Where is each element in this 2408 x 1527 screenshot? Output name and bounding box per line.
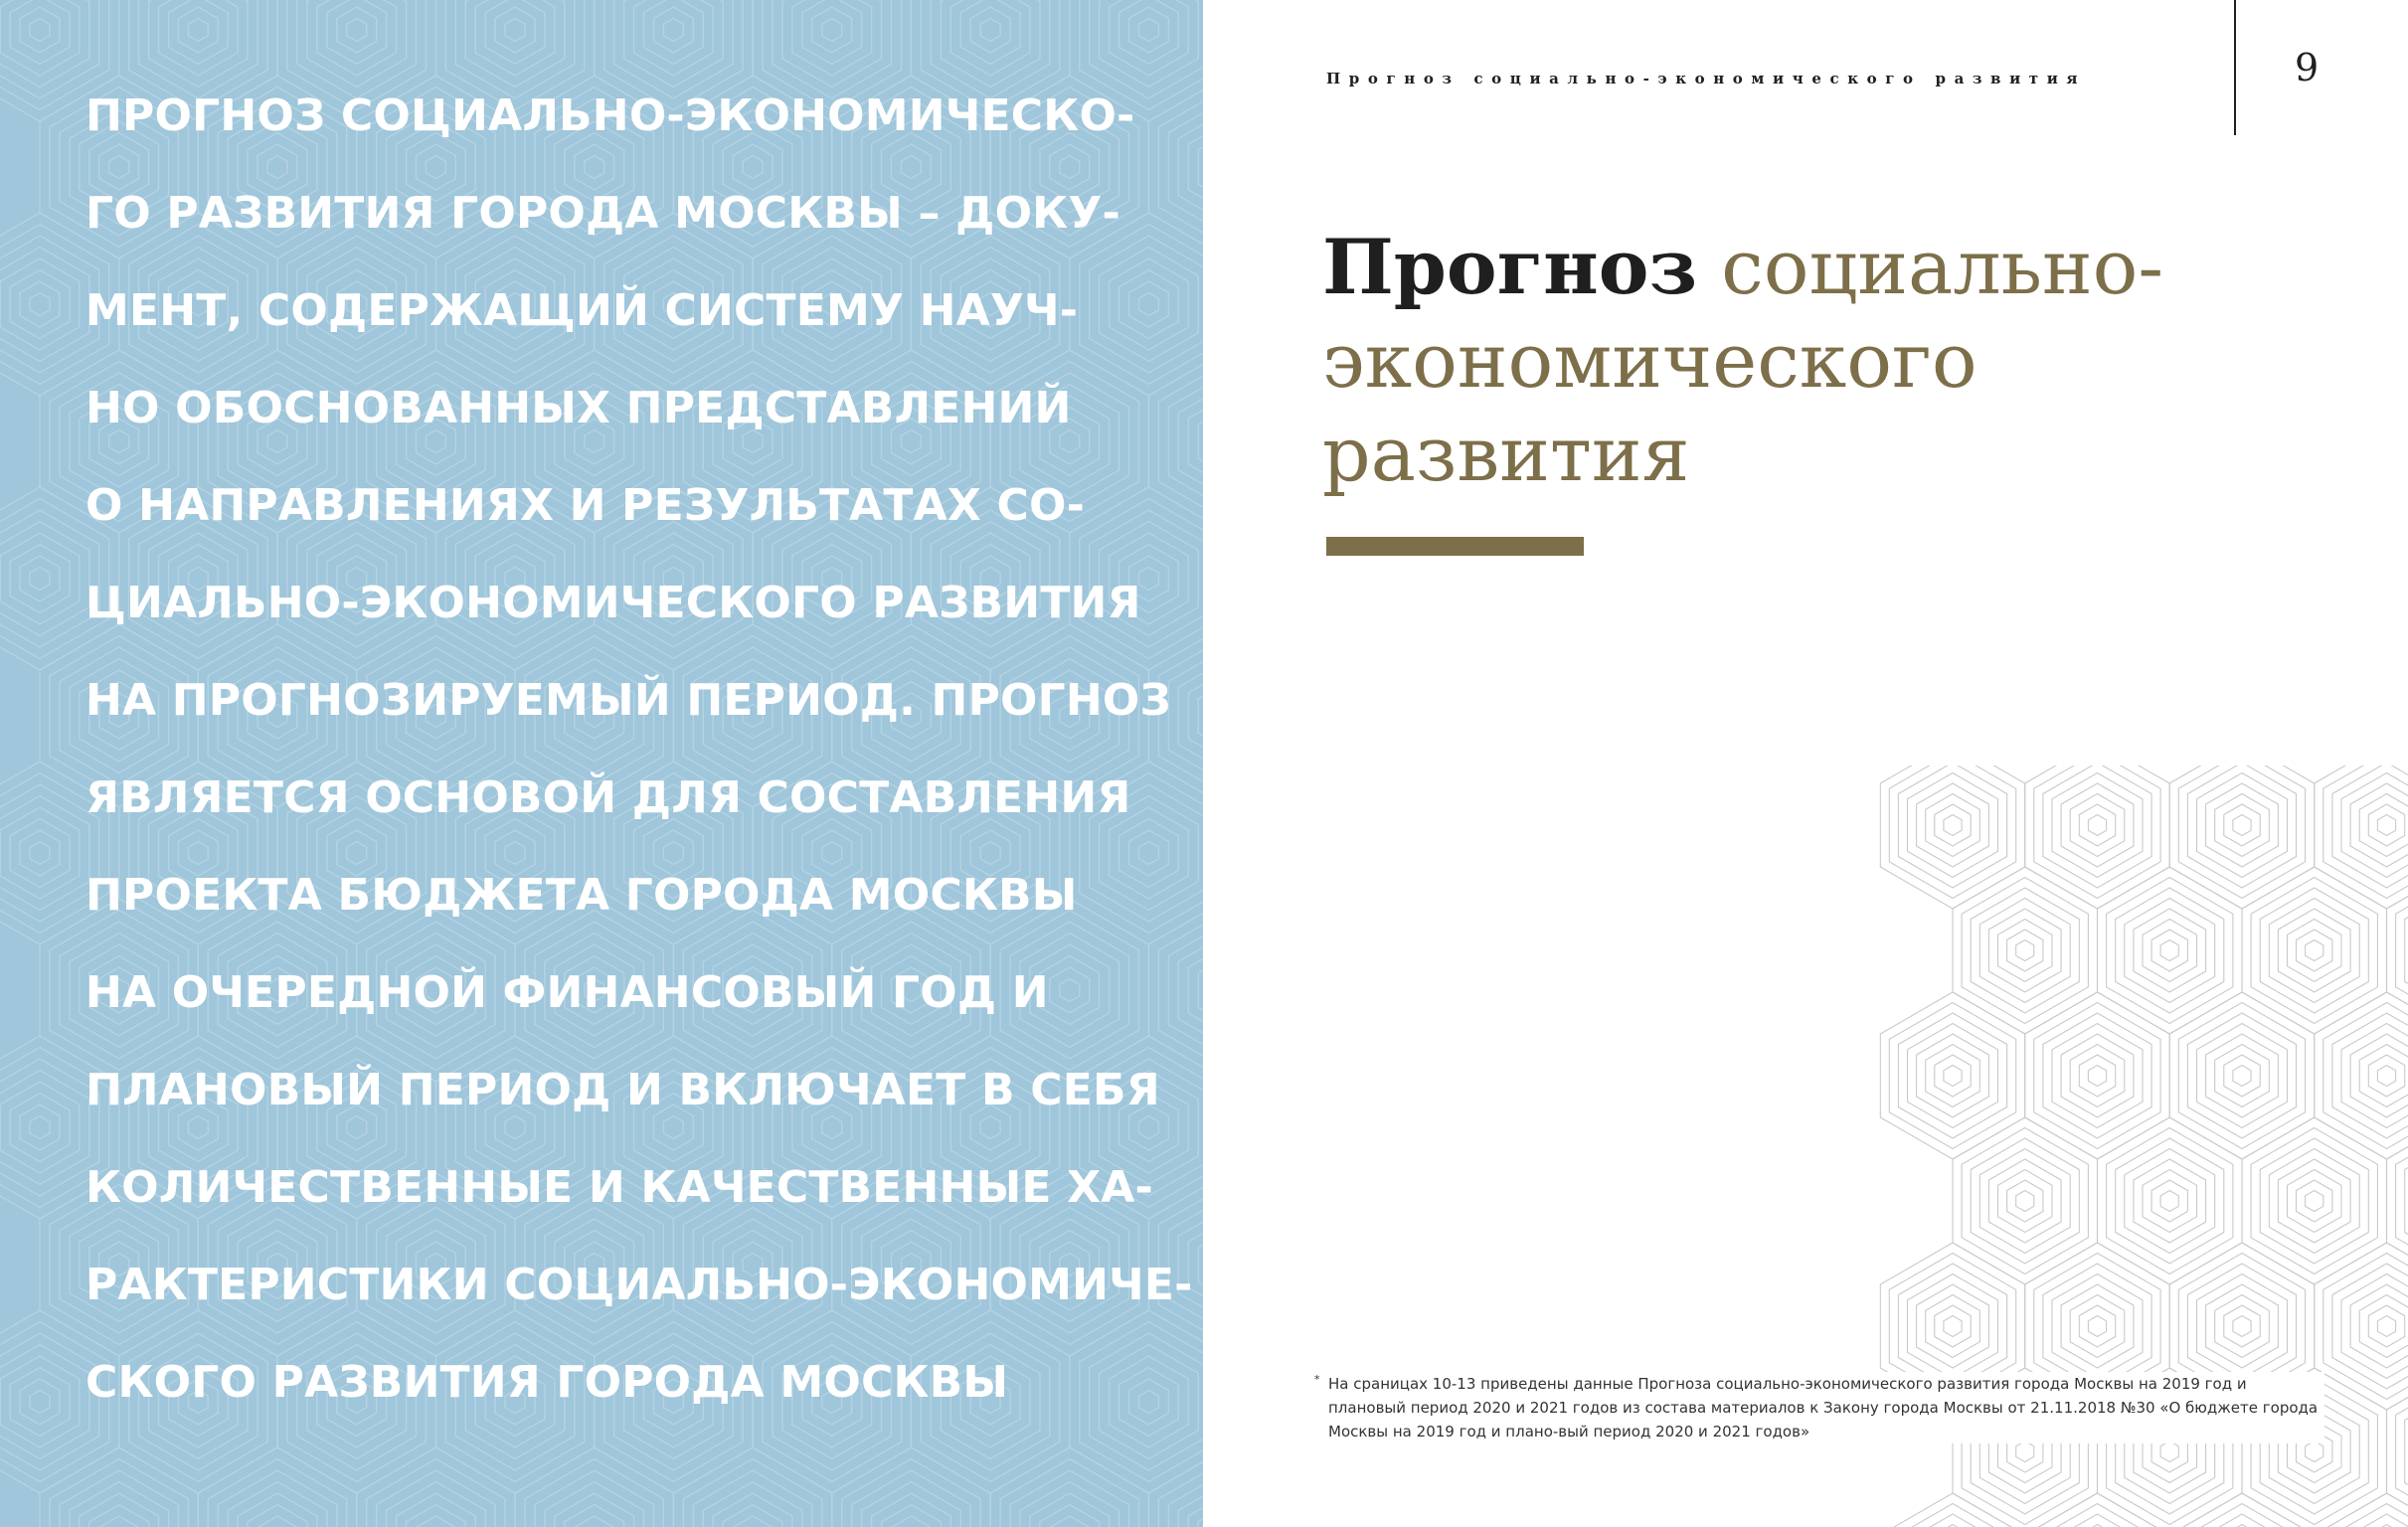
hexagon-ring [2315,1493,2408,1527]
hexagon-ring [2377,1066,2395,1087]
hexagon-ring [2116,888,2224,1013]
hexagon-ring [2197,1274,2288,1379]
hexagon-ring [2341,1274,2408,1379]
hexagon-ring [2377,815,2395,836]
hexagon-ring [2098,867,2243,1034]
hexagon-ring [2187,1264,2296,1389]
hexagon-ring [30,1116,50,1139]
hexagon-ring [2079,1305,2115,1347]
header-divider [2234,0,2236,135]
hexagon-ring [2206,1284,2279,1368]
hexagon-ring [2125,1149,2215,1254]
hexagon-ring [2233,815,2251,836]
hexagon-ring [377,1470,496,1527]
hexagon-ring [2107,1128,2233,1274]
hexagon-ring [2215,1295,2270,1358]
hexagon-ring [2368,804,2404,846]
hexagon-ring [2278,909,2350,992]
hexagon-ring [0,796,89,911]
hexagon-ring [2160,1191,2178,1212]
hexagon-ring [505,19,525,42]
hexagon-ring [1889,765,2015,899]
hexagon-ring [1889,1003,2015,1149]
hexagon-ring [465,0,565,87]
hexagon-ring [188,19,208,42]
hexagon-ring [1944,815,1962,836]
hexagon-ring [10,819,70,888]
hexagon-ring [30,842,50,865]
hexagon-ring [960,0,1020,65]
hexagon-ring [2197,773,2288,878]
hexagon-ring [2116,1138,2224,1264]
hexagon-ring [2134,909,2206,992]
hexagon-ring [0,522,89,636]
hexagon-ring [1988,1159,2061,1243]
hexagon-ring [2278,1159,2350,1243]
hexagon-ring [1998,920,2053,982]
hexagon-ring [693,1470,812,1527]
hexagon-ring [2297,1180,2332,1222]
hexagon-ring [2306,1442,2323,1462]
hexagon-ring [30,1391,50,1414]
hexagon-ring [1944,1066,1962,1087]
hexagon-ring [2224,1055,2260,1097]
hexagon-ring [2251,878,2377,1024]
hexagon-ring [20,556,60,601]
hexagon-ring [0,0,89,87]
hexagon-ring [2061,783,2134,867]
hexagon-ring [2323,1504,2408,1527]
hexagon-ring [1158,1459,1203,1527]
hexagon-ring [0,1345,89,1459]
hexagon-ring [327,0,387,65]
hexagon-ring [495,7,535,53]
hexagon-ring [1880,1493,2024,1527]
hexagon-ring [60,1470,178,1527]
hexagon-ring [337,7,377,53]
hexagon-ring [2288,1170,2342,1233]
lead-line: ПЛАНОВЫЙ ПЕРИОД И ВКЛЮЧАЕТ В СЕБЯ [86,1065,1160,1115]
hexagon-ring [2034,1504,2160,1527]
hexagon-ring [258,1516,297,1527]
hexagon-ring [2260,1138,2368,1264]
hexagon-ring [782,0,882,87]
title-line-1-rest: социально- [1721,223,2164,311]
hexagon-ring [2016,940,2034,961]
hexagon-ring [1198,408,1203,476]
title-underline-bar [1326,537,1584,556]
hexagon-ring [1935,804,1971,846]
hexagon-ring [1178,1482,1203,1527]
hexagon-ring [20,281,60,327]
hexagon-ring [2332,1013,2408,1138]
hexagon-ring [1979,1149,2070,1254]
hexagon-ring [0,1356,80,1447]
hexagon-ring [1908,1274,1998,1379]
hexagon-ring [2306,940,2323,961]
hexagon-ring [0,1082,80,1173]
hexagon-ring [2160,940,2178,961]
hexagon-ring [2178,1504,2305,1527]
hexagon-ring [2206,783,2279,867]
hexagon-ring [1953,867,2098,1034]
hexagon-ring [2297,930,2332,971]
lead-line: ЦИАЛЬНО-ЭКОНОМИЧЕСКОГО РАЗВИТИЯ [86,578,1141,628]
hexagon-ring [2215,1045,2270,1107]
hexagon-ring [1908,773,1998,878]
hexagon-ring [1979,899,2070,1003]
hexagon-ring [1188,944,1203,1036]
hexagon-ring [2151,1180,2187,1222]
hexagon-ring [2288,920,2342,982]
hexagon-ring [1962,878,2088,1024]
hexagon-ring [20,1379,60,1425]
hexagon-ring [0,1071,89,1185]
hexagon-ring [1971,888,2079,1013]
lead-line: ПРОЕКТА БЮДЖЕТА ГОРОДА МОСКВЫ [86,870,1078,921]
hexagon-ring [2088,1066,2106,1087]
hexagon-ring [2052,1024,2143,1128]
hexagon-ring [852,1470,971,1527]
hexagon-ring [2359,794,2408,857]
hexagon-ring [149,0,249,87]
hexagon-ring [417,1516,456,1527]
hexagon-ring [30,293,50,316]
hexagon-ring [1998,1170,2053,1233]
hexagon-ring [2143,920,2197,982]
hexagon-ring [1898,1264,2006,1389]
hexagon-ring [1188,1493,1203,1527]
hexagon-ring [1917,1034,1989,1117]
hexagon-ring [2215,794,2270,857]
hexagon-ring [1178,659,1203,773]
hexagon-ring [941,0,1040,87]
hexagon-ring [2197,1024,2288,1128]
hexagon-ring [2125,899,2215,1003]
hexagon-ring [20,7,60,53]
hexagon-ring [2315,765,2408,909]
hexagon-ring [347,19,367,42]
hexagon-ring [2016,1191,2034,1212]
hexagon-ring [10,1368,70,1437]
hexagon-ring [1926,794,1980,857]
hexagon-ring [2088,815,2106,836]
hexagon-ring [2070,1295,2125,1358]
section-title [1322,221,2197,501]
hexagon-ring [2377,1316,2395,1337]
footnote [1314,1372,2324,1443]
hexagon-ring [2242,867,2387,1034]
hexagon-ring [2169,1493,2315,1527]
hexagon-ring [1880,992,2024,1159]
hexagon-ring [2016,1442,2034,1462]
hexagon-ring [2359,1045,2408,1107]
hexagon-ring [2098,1117,2243,1284]
lead-line: СКОГО РАЗВИТИЯ ГОРОДА МОСКВЫ [86,1357,1009,1408]
hexagon-ring [10,1094,70,1162]
hexagon-ring [2043,1013,2151,1138]
hexagon-ring [1010,1470,1129,1527]
hexagon-ring [0,258,80,350]
hexagon-ring [980,19,1000,42]
hexagon-ring [2306,1191,2323,1212]
hexagon-ring [1188,396,1203,487]
hexagon-ring [2070,1045,2125,1107]
hexagon-ring [2368,1305,2404,1347]
hexagon-ring [0,248,89,362]
hexagon-ring [2025,1493,2170,1527]
hexagon-ring [733,1516,773,1527]
hexagon-ring [1935,1305,1971,1347]
hexagon-ring [178,7,218,53]
hexagon-ring [1188,121,1203,213]
hexagon-ring [2341,773,2408,878]
hexagon-ring [2143,1170,2197,1233]
hexagon-ring [307,0,407,87]
hexagon-ring [1962,1128,2088,1274]
hexagon-ring [10,0,70,65]
hexagon-ring [1129,7,1169,53]
hexagon-ring [1119,0,1179,65]
hexagon-ring [1050,1516,1090,1527]
hexagon-ring [99,1516,139,1527]
hexagon-ring [2151,930,2187,971]
footnote-mark: * [1314,1373,1320,1386]
hexagon-ring [2251,1128,2377,1274]
hexagon-ring [1971,1138,2079,1264]
lead-line: ГО РАЗВИТИЯ ГОРОДА МОСКВЫ – ДОКУ- [86,188,1120,239]
hexagon-ring [1198,682,1203,751]
hexagon-ring [2107,878,2233,1024]
hexagon-ring [1198,1231,1203,1299]
hexagon-ring [30,568,50,591]
hexagon-ring [654,7,694,53]
hexagon-ring [2025,992,2170,1159]
hexagon-ring [0,807,80,899]
hexagon-ring [1198,956,1203,1025]
hexagon-ring [2034,765,2160,899]
hexagon-ring [822,19,842,42]
lead-line: ЯВЛЯЕТСЯ ОСНОВОЙ ДЛЯ СОСТАВЛЕНИЯ [86,772,1131,823]
hexagon-ring [1198,133,1203,202]
hexagon-ring [2178,1003,2305,1149]
hexagon-ring [2169,992,2315,1159]
hexagon-ring [2070,794,2125,857]
hexagon-ring [2079,804,2115,846]
hexagon-ring [2007,930,2043,971]
hexagon-ring [812,7,852,53]
hexagon-ring [1139,19,1159,42]
hexagon-ring [2359,1295,2408,1358]
hexagon-ring [30,19,50,42]
hexagon-ring [20,830,60,876]
hexagon-ring [2224,804,2260,846]
lead-line: НА ПРОГНОЗИРУЕМЫЙ ПЕРИОД. ПРОГНОЗ [86,675,1171,726]
hexagon-ring [2341,1024,2408,1128]
hexagon-ring [802,0,862,65]
lead-line: КОЛИЧЕСТВЕННЫЕ И КАЧЕСТВЕННЫЕ ХА- [86,1162,1153,1213]
hexagon-ring [2233,1316,2251,1337]
title-line-2: экономического [1322,316,1978,405]
hexagon-ring [2224,1305,2260,1347]
hexagon-ring [575,1516,614,1527]
hexagon-ring [1889,1504,2015,1527]
hexagon-ring [1926,1045,1980,1107]
lead-line: НА ОЧЕРЕДНОЙ ФИНАНСОВЫЙ ГОД И [86,967,1049,1018]
hexagon-ring [2052,773,2143,878]
hexagon-ring [624,0,724,87]
hexagon-ring [10,270,70,339]
hexagon-ring [485,0,545,65]
hexagon-ring [535,1470,654,1527]
lead-line: ПРОГНОЗ СОЦИАЛЬНО-ЭКОНОМИЧЕСКО- [86,90,1135,141]
hexagon-ring [2052,1274,2143,1379]
hexagon-ring [2061,1034,2134,1117]
hexagon-ring [2260,888,2368,1013]
hexagon-ring [663,19,683,42]
hexagon-ring [1100,0,1199,87]
hexagon-ring [1926,1295,1980,1358]
hexagon-ring [218,1470,336,1527]
lead-line: НО ОБОСНОВАННЫХ ПРЕДСТАВЛЕНИЙ [86,383,1072,433]
hexagon-ring [1917,1284,1989,1368]
hexagon-ring [2332,1514,2408,1527]
hexagon-ring [644,0,704,65]
title-bold-word: Прогноз [1322,223,1697,311]
hexagon-ring [2079,1055,2115,1097]
hexagon-ring [1898,1013,2006,1138]
hexagon-ring [1178,933,1203,1048]
hexagon-ring [169,0,229,65]
hexagon-ring [1178,385,1203,499]
hexagon-ring [2206,1034,2279,1117]
title-line-1 [1322,221,2197,314]
hexagon-ring [2088,1316,2106,1337]
hexagon-ring [2269,899,2359,1003]
hexagon-ring [1148,1447,1203,1527]
hexagon-ring [2007,1180,2043,1222]
hexagon-ring [2332,765,2408,888]
hexagon-ring [2160,1442,2178,1462]
hexagon-ring [1188,670,1203,762]
lead-line: МЕНТ, СОДЕРЖАЩИЙ СИСТЕМУ НАУЧ- [86,285,1079,336]
footnote-text: На сраницах 10-13 приведены данные Прогноза социально-экономического развития города Москвы на 2019 год и плановый период 2020 и 2021 годов из состава материалов к Закону города Москвы от 21.11.2018 №30 «О бюджете города Москвы на 2019 год и плано-вый период 2020 и 2021 годов» [1328,1375,2319,1441]
hexagon-ring [10,545,70,613]
hexagon-ring [1988,909,2061,992]
hexagon-ring [970,7,1010,53]
hexagon-ring [2061,1284,2134,1368]
hexagon-ring [2187,1013,2296,1138]
hexagon-ring [2178,765,2305,899]
hexagon-ring [1953,1117,2098,1284]
hexagon-ring [2233,1066,2251,1087]
page-number: 9 [2295,46,2320,89]
hexagon-ring [1944,1316,1962,1337]
lead-line: РАКТЕРИСТИКИ СОЦИАЛЬНО-ЭКОНОМИЧЕ- [86,1260,1193,1310]
lead-paragraph [86,84,1193,1447]
hexagon-ring [2034,1003,2160,1149]
hexagon-ring [20,1104,60,1150]
hexagon-ring [0,533,80,624]
hexagon-ring [892,1516,932,1527]
left-panel [0,0,1203,1527]
title-line-3: развития [1322,410,1690,498]
hexagon-ring [2269,1149,2359,1254]
hexagon-ring [2134,1159,2206,1243]
hexagon-ring [1917,783,1989,867]
hexagon-ring [2043,1264,2151,1389]
lead-line: О НАПРАВЛЕНИЯХ И РЕЗУЛЬТАТАХ СО- [86,480,1086,531]
hexagon-ring [2332,1264,2408,1389]
hexagon-ring [2242,1117,2387,1284]
hexagon-ring [2368,1055,2404,1097]
running-header: Прогноз социально-экономического развития [1326,70,2087,87]
hexagon-ring [1178,110,1203,225]
hexagon-ring [1935,1055,1971,1097]
hexagon-ring [1908,1024,1998,1128]
